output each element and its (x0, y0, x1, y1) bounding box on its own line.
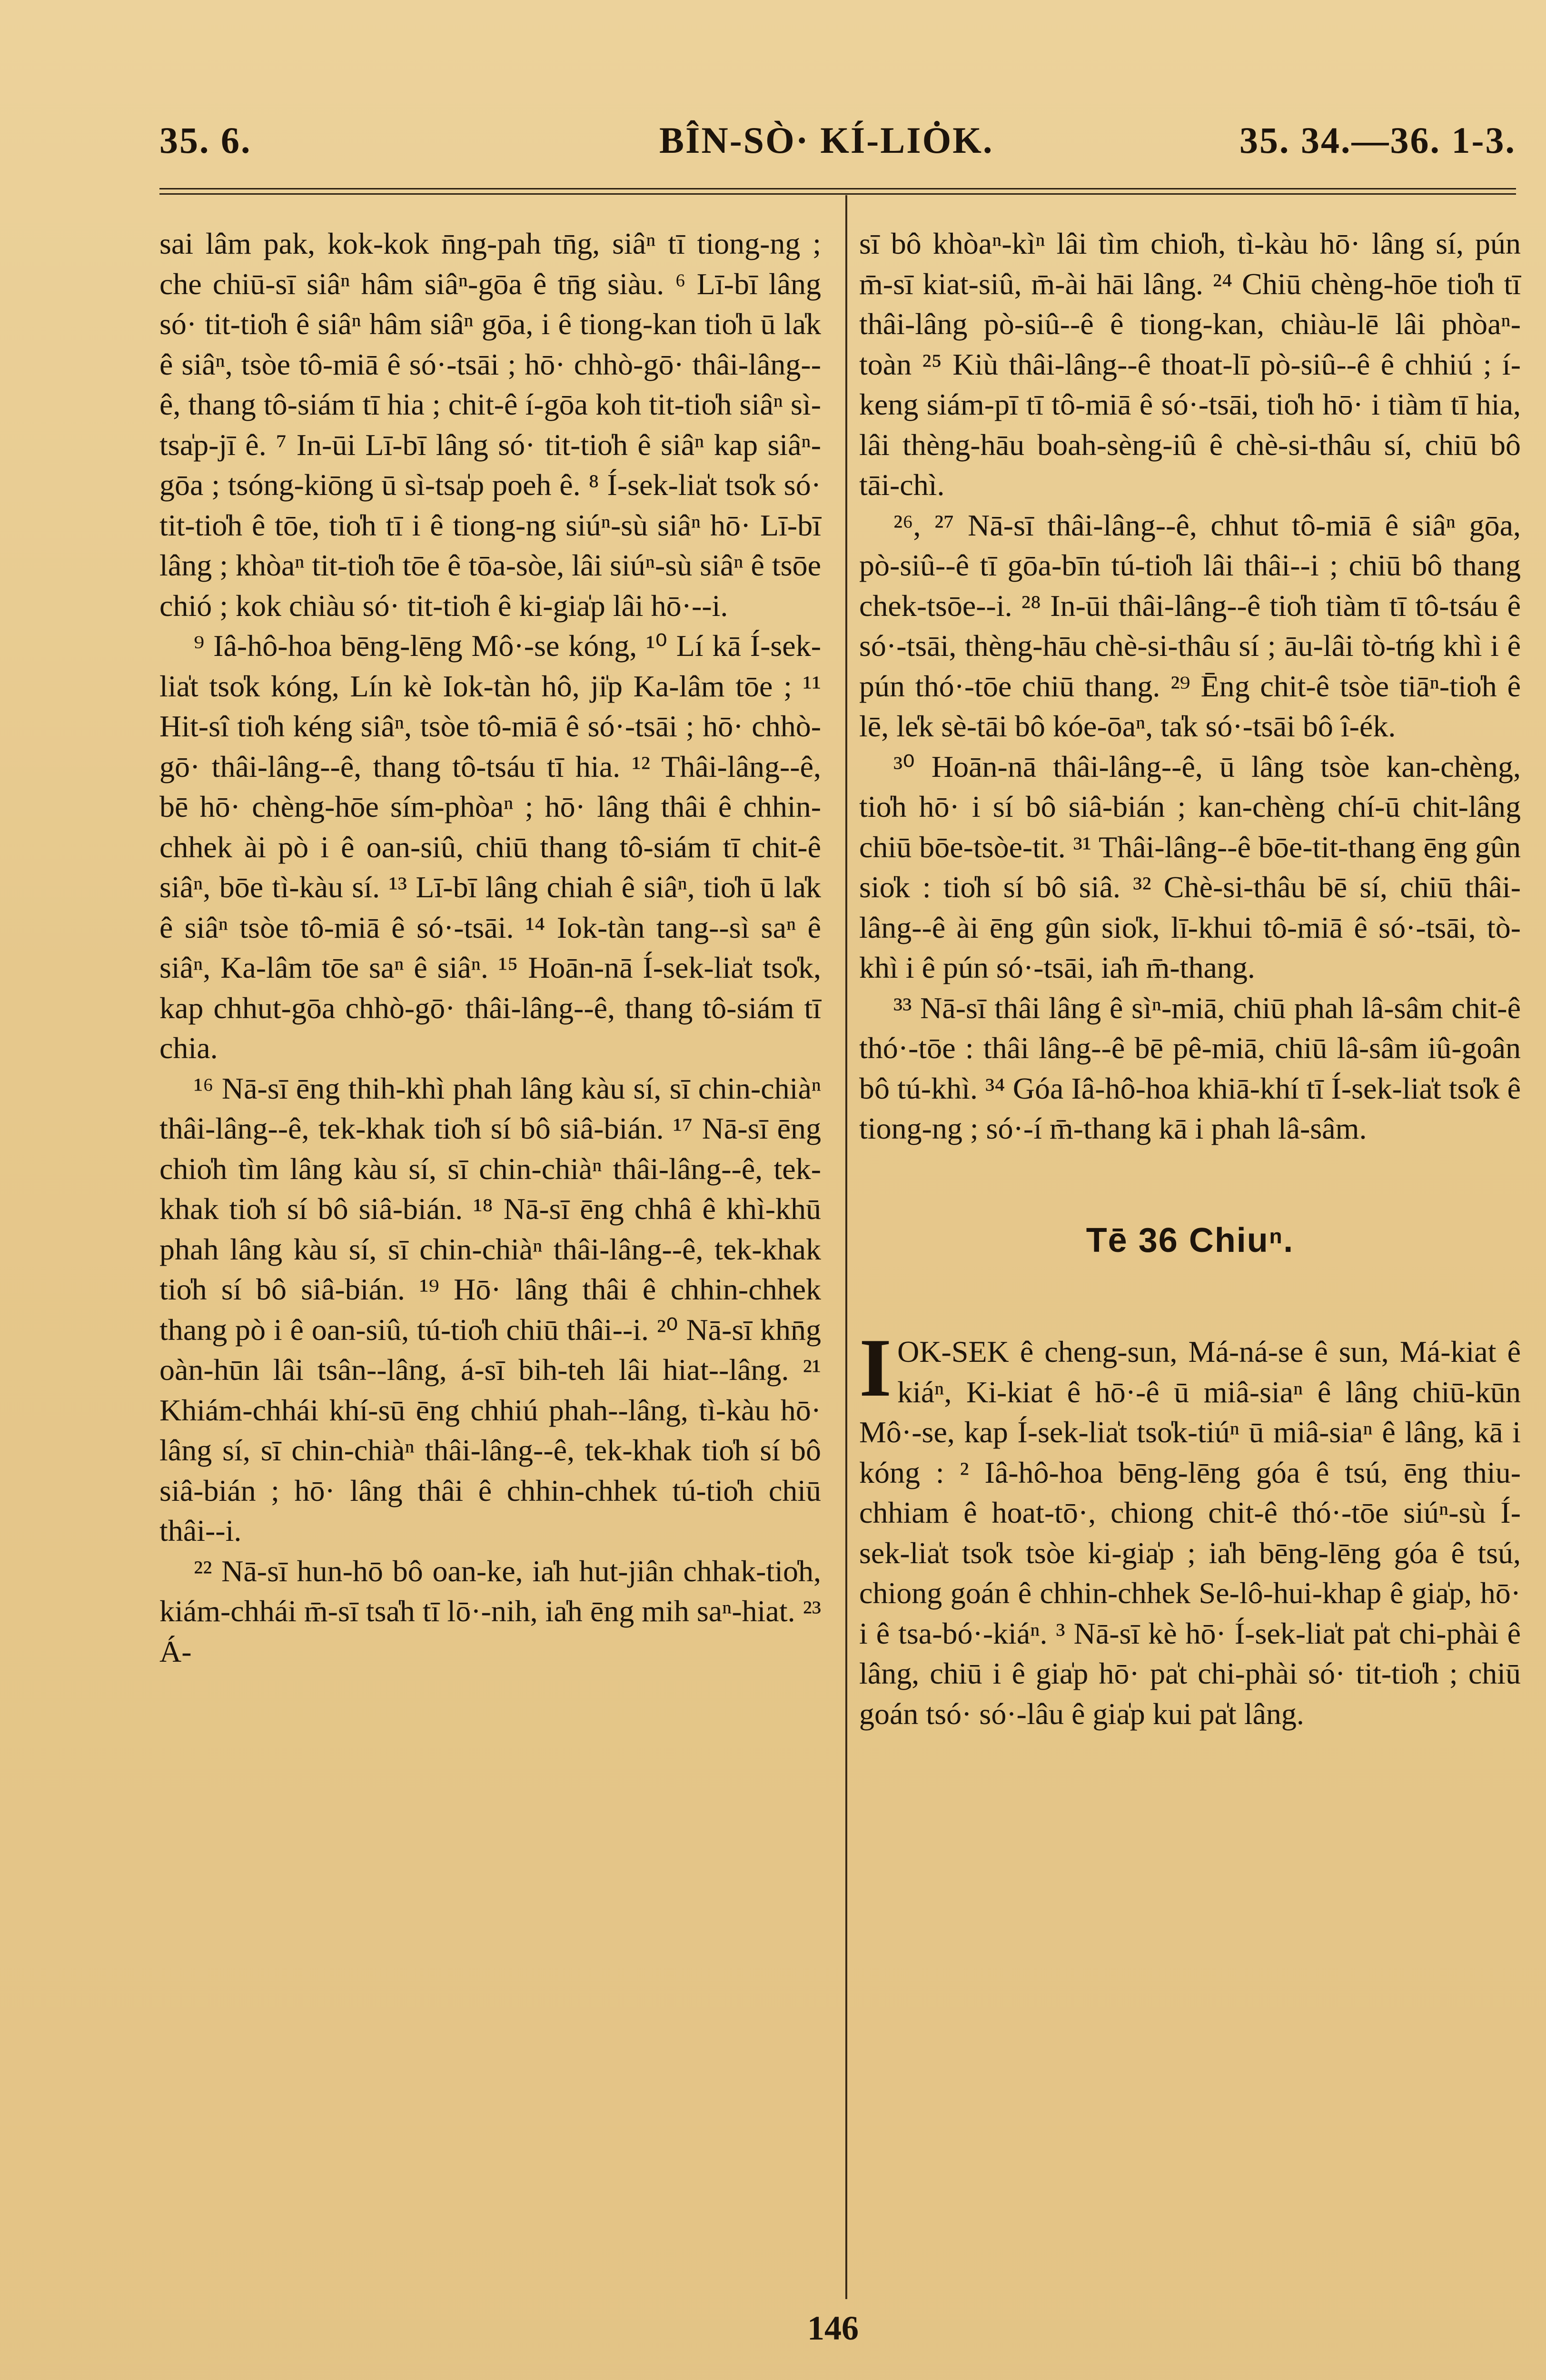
chapter-opening-paragraph (859, 1321, 1521, 1734)
paragraph: ²² Nā-sī hun-hō bô oan-ke, ia̍h hut-jiân chhak-tio̍h, kiám-chhái m̄-sī tsa̍h tī lō·-nih, ia̍h ēng mih saⁿ-hiat. ²³ Á- (159, 1554, 821, 1668)
paragraph: ³³ Nā-sī thâi lâng ê sìⁿ-miā, chiū phah lâ-sâm chit-ê thó·-tōe : thâi lâng--ê bē pê-miā, chiū lâ-sâm iû-goân bô tú-khì. ³⁴ Góa Iâ-hô-hoa khiā-khí tī Í-sek-lia̍t tso̍k ê tiong-ng ; só·-í m̄-thang kā i phah lâ-sâm. (859, 991, 1521, 1145)
drop-cap: I (859, 1321, 892, 1414)
running-header (159, 119, 1516, 186)
paragraph: sī bô khòaⁿ-kìⁿ lâi tìm chio̍h, tì-kàu hō· lâng sí, pún m̄-sī kiat-siû, m̄-ài hāi lâng. ²⁴ Chiū chèng-hōe tio̍h tī thâi-lâng pò-siû--ê ê tiong-kan, chiàu-lē lâi phòaⁿ-toàn ²⁵ Kiù thâi-lâng--ê thoat-lī pò-siû--ê ê chhiú ; í-keng siám-pī tī tô-miā ê só·-tsāi, tio̍h hō· i tiàm tī hia, lâi thèng-hāu boah-sèng-iû ê chè-si-thâu sí, chiū bô tāi-chì. (859, 227, 1521, 502)
chapter-title: Tē 36 Chiuⁿ. (1086, 1221, 1294, 1259)
column-divider (845, 195, 847, 2299)
paragraph: ²⁶, ²⁷ Nā-sī thâi-lâng--ê, chhut tô-miā ê siâⁿ gōa, pò-siû--ê tī gōa-bīn tú-tio̍h lâi thâi--i ; chiū bô thang chek-tsōe--i. ²⁸ In-ūi thâi-lâng--ê tio̍h tiàm tī tô-tsáu ê só·-tsāi, thèng-hāu chè-si-thâu sí ; āu-lâi tò-tńg khì i ê pún thó·-tōe chiū thang. ²⁹ Ēng chit-ê tsòe tiāⁿ-tio̍h ê lē, le̍k sè-tāi bô kóe-ōaⁿ, ta̍k só·-tsāi bô î-ék. (859, 508, 1521, 743)
paragraph-text: OK-SEK ê cheng-sun, Má-ná-se ê sun, Má-kiat ê kiáⁿ, Ki-kiat ê hō·-ê ū miâ-siaⁿ ê lâng chiū-kūn Mô·-se, kap Í-sek-lia̍t tso̍k-tiúⁿ ū miâ-siaⁿ ê lâng, kā i kóng : ² Iâ-hô-hoa bēng-lēng góa ê tsú, ēng thiu-chhiam ê hoat-tō·, chiong chit-ê thó·-tōe siúⁿ-sù Í-sek-lia̍t tso̍k tsòe ki-gia̍p ; ia̍h bēng-lēng góa ê tsú, chiong goán ê chhin-chhek Se-lô-hui-khap ê gia̍p, hō· i ê tsa-bó·-kiáⁿ. ³ Nā-sī kè hō· Í-sek-lia̍t pa̍t chi-phài ê lâng, chiū i ê gia̍p hō· pa̍t chi-phài só· tit-tio̍h ; chiū goán tsó· só·-lâu ê gia̍p kui pa̍t lâng. (859, 1335, 1521, 1731)
page-number: 146 (807, 2309, 859, 2347)
paragraph: ⁹ Iâ-hô-hoa bēng-lēng Mô·-se kóng, ¹⁰ Lí kā Í-sek-lia̍t tso̍k kóng, Lín kè Iok-tàn hô, ji̍p Ka-lâm tōe ; ¹¹ Hit-sî tio̍h kéng siâⁿ, tsòe tô-miā ê só·-tsāi ; hō· chhò-gō· thâi-lâng--ê, thang tô-tsáu tī hia. ¹² Thâi-lâng--ê, bē hō· chèng-hōe sím-phòaⁿ ; hō· lâng thâi ê chhin-chhek ài pò i ê oan-siû, chiū thang tô-siám tī chit-ê siâⁿ, bōe tì-kàu sí. ¹³ Lī-bī lâng chiah ê siâⁿ, tio̍h ū la̍k ê siâⁿ tsòe tô-miā ê só·-tsāi. ¹⁴ Iok-tàn tang--sì saⁿ ê siâⁿ, Ka-lâm tōe saⁿ ê siâⁿ. ¹⁵ Hoān-nā Í-sek-lia̍t tso̍k, kap chhut-gōa chhò-gō· thâi-lâng--ê, thang tô-siám tī chia. (159, 629, 821, 1065)
header-book-title: BÎN-SÒ· KÍ-LIȮK. (659, 119, 994, 161)
right-column (859, 224, 1521, 1734)
paragraph: ³⁰ Hoān-nā thâi-lâng--ê, ū lâng tsòe kan-chèng, tio̍h hō· i sí bô siâ-bián ; kan-chèng chí-ū chit-lâng chiū bōe-tsòe-tit. ³¹ Thâi-lâng--ê bōe-tit-thang ēng gûn sio̍k : tio̍h sí bô siâ. ³² Chè-si-thâu bē sí, chiū thâi-lâng--ê ài ēng gûn sio̍k, lī-khui tô-miā ê só·-tsāi, tò-khì i ê pún só·-tsāi, ia̍h m̄-thang. (859, 749, 1521, 984)
header-chapter-verse-left: 35. 6. (159, 119, 252, 161)
paragraph: ¹⁶ Nā-sī ēng thih-khì phah lâng kàu sí, sī chin-chiàⁿ thâi-lâng--ê, tek-khak tio̍h sí bô siâ-bián. ¹⁷ Nā-sī ēng chio̍h tìm lâng kàu sí, sī chin-chiàⁿ thâi-lâng--ê, tek-khak tio̍h sí bô siâ-bián. ¹⁸ Nā-sī ēng chhâ ê khì-khū phah lâng kàu sí, sī chin-chiàⁿ thâi-lâng--ê, tek-khak tio̍h sí bô siâ-bián. ¹⁹ Hō· lâng thâi ê chhin-chhek thang pò i ê oan-siû, tú-tio̍h chiū thâi--i. ²⁰ Nā-sī khn̄g oàn-hūn lâi tsân--lâng, á-sī bih-teh lâi hiat--lâng. ²¹ Khiám-chhái khí-sū ēng chhiú phah--lâng, tì-kàu hō· lâng sí, sī chin-chiàⁿ thâi-lâng--ê, tek-khak tio̍h sí bô siâ-bián ; hō· lâng thâi ê chhin-chhek tú-tio̍h chiū thâi--i. (159, 1071, 821, 1547)
left-column (159, 224, 821, 1672)
paragraph: sai lâm pak, kok-kok n̄ng-pah tn̄g, siâⁿ tī tiong-ng ; che chiū-sī siâⁿ hâm siâⁿ-gōa ê tn̄g siàu. ⁶ Lī-bī lâng só· tit-tio̍h ê siâⁿ hâm siâⁿ gōa, i ê tiong-kan tio̍h ū la̍k ê siâⁿ, tsòe tô-miā ê só·-tsāi ; hō· chhò-gō· thâi-lâng--ê, thang tô-siám tī hia ; chit-ê í-gōa koh tit-tio̍h siâⁿ sì-tsa̍p-jī ê. ⁷ In-ūi Lī-bī lâng só· tit-tio̍h ê siâⁿ kap siâⁿ-gōa ; tsóng-kiōng ū sì-tsa̍p poeh ê. ⁸ Í-sek-lia̍t tso̍k só· tit-tio̍h ê tōe, tio̍h tī i ê tiong-ng siúⁿ-sù siâⁿ hō· Lī-bī lâng ; khòaⁿ tit-tio̍h tōe ê tōa-sòe, lâi siúⁿ-sù siâⁿ ê tsōe chió ; kok chiàu só· tit-tio̍h ê ki-gia̍p lâi hō·--i. (159, 227, 821, 623)
header-chapter-verse-right: 35. 34.—36. 1-3. (1239, 119, 1516, 161)
header-rule (159, 188, 1516, 195)
